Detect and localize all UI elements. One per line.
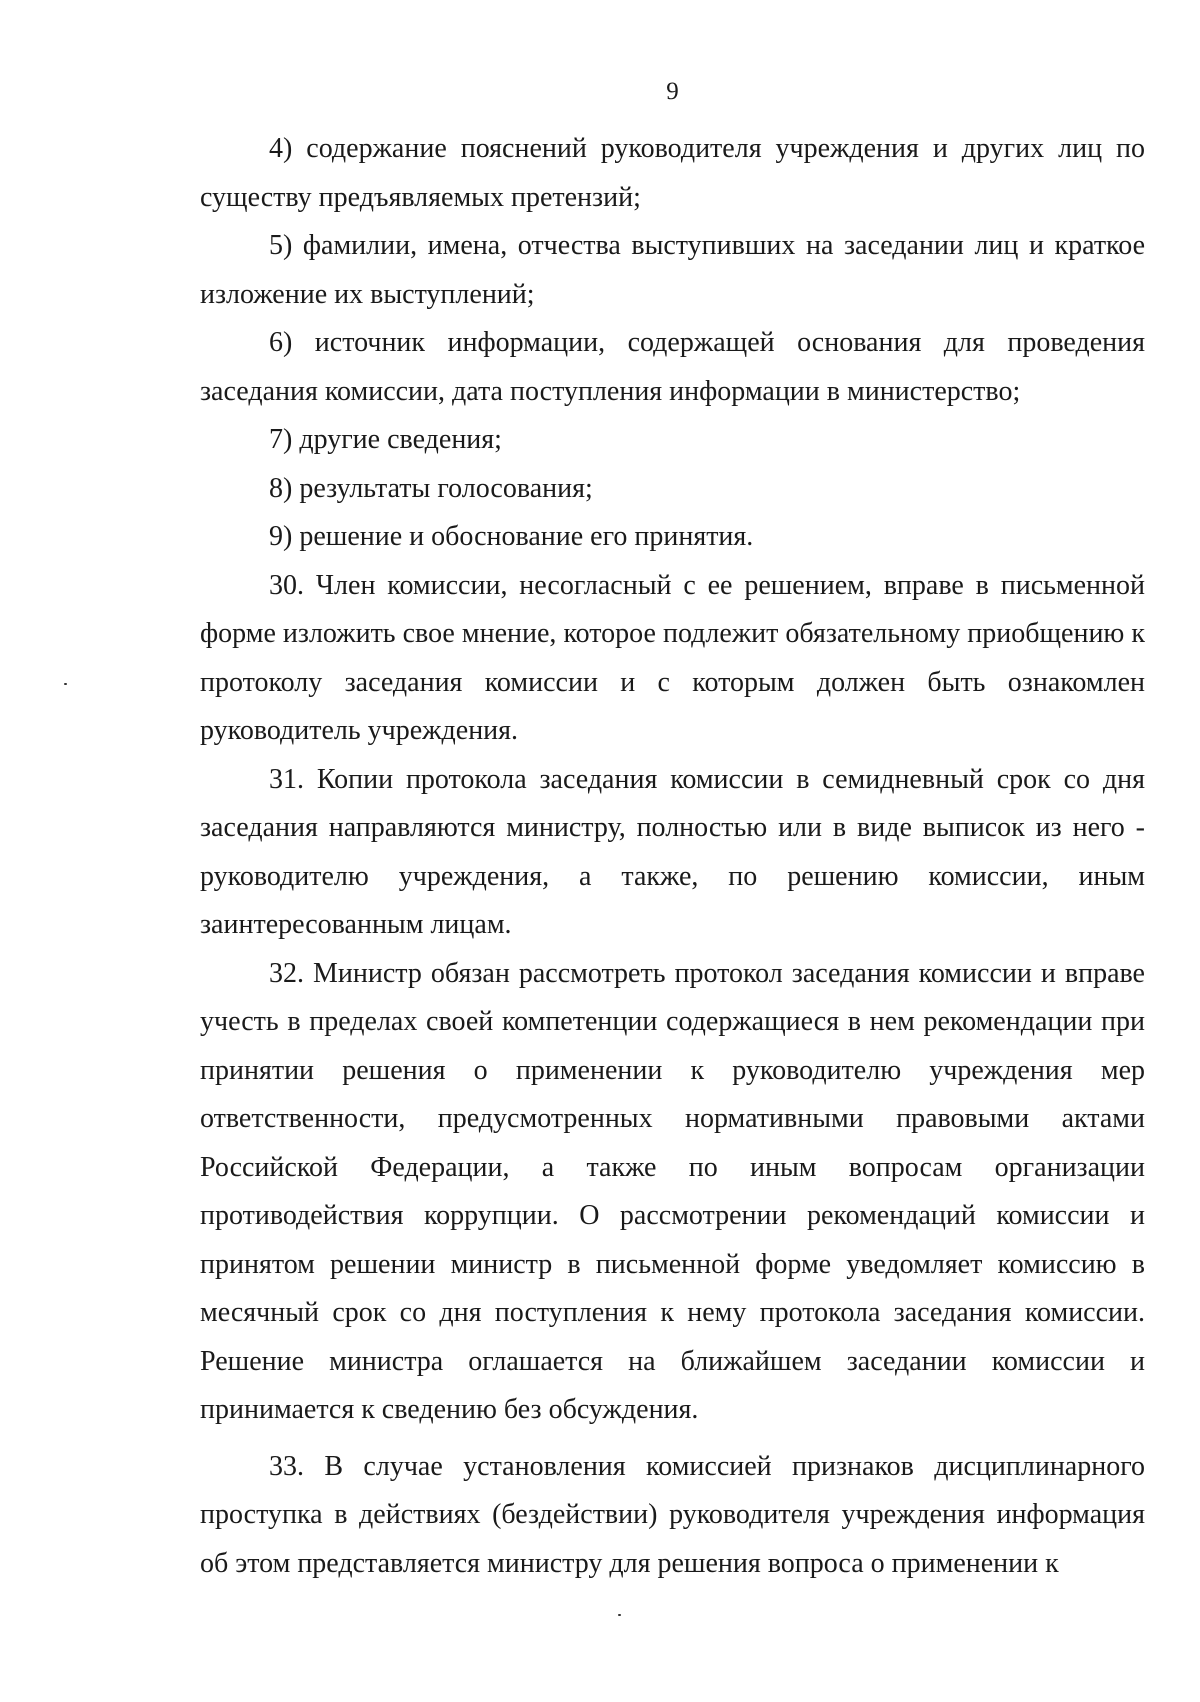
scan-speck [618,1614,621,1616]
paragraph-item-8: 8) результаты голосования; [269,472,593,504]
document-body [200,125,1145,1588]
paragraph-item-4: 4) содержание пояснений руководителя учреждения и других лиц по существу предъявляемых претензий; [200,133,1145,213]
page-number: 9 [666,78,679,105]
paragraph-clause-32: 32. Министр обязан рассмотреть протокол заседания комиссии и вправе учесть в пределах своей компетенции содержащиеся в нем рекомендации при принятии решения о применении к руководителю учреждения мер ответственности, предусмотренных нормативными правовыми актами Российской Федерации, а также по иным вопросам организации противодействия коррупции. О рассмотрении рекомендаций комиссии и принятом решении министр в письменной форме уведомляет комиссию в месячный срок со дня поступления к нему протокола заседания комиссии. Решение министра оглашается на ближайшем заседании комиссии и принимается к сведению без обсуждения. [200,957,1145,1425]
paragraph-item-5: 5) фамилии, имена, отчества выступивших на заседании лиц и краткое изложение их выступлений; [200,230,1145,310]
paragraph-item-9: 9) решение и обоснование его принятия. [269,521,754,552]
paragraph-clause-31: 31. Копии протокола заседания комиссии в семидневный срок со дня заседания направляются министру, полностью или в виде выписок из него - руководителю учреждения, а также, по решению комиссии, иным заинтересованным лицам. [200,763,1145,940]
paragraph-item-6: 6) источник информации, содержащей основания для проведения заседания комиссии, дата поступления информации в министерство; [200,327,1145,407]
paragraph-clause-33: 33. В случае установления комиссией признаков дисциплинарного проступка в действиях (бездействии) руководителя учреждения информация об этом представляется министру для решения вопроса о применении к [200,1450,1145,1579]
paragraph-item-7: 7) другие сведения; [269,424,502,455]
paragraph-clause-30: 30. Член комиссии, несогласный с ее решением, вправе в письменной форме изложить свое мнение, которое подлежит обязательному приобщению к протоколу заседания комиссии и с которым должен быть ознакомлен руководитель учреждения. [200,569,1145,746]
scan-speck [64,683,67,685]
